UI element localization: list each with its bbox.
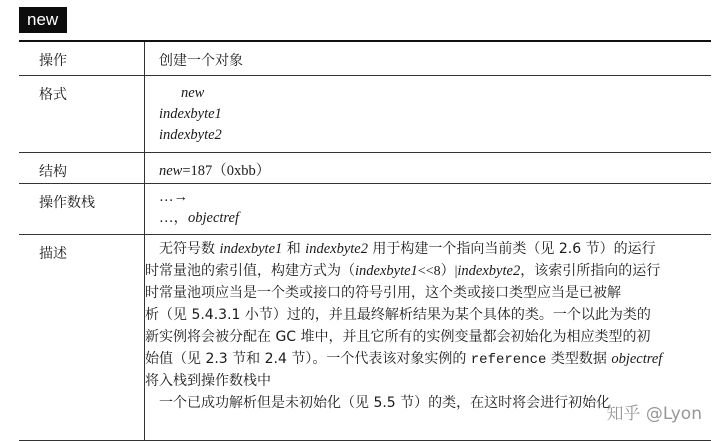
structure-value: [145, 153, 711, 183]
row-format: [19, 76, 711, 153]
stack-after-objectref: objectref: [188, 210, 239, 226]
stack-before: …→: [159, 189, 188, 205]
instruction-title: new: [19, 7, 67, 33]
description-label: 描述: [19, 235, 145, 440]
watermark: 知乎 @Lyon: [606, 404, 702, 424]
row-structure: [19, 153, 711, 184]
instruction-spec-table: [19, 40, 711, 441]
description-line-7: 将入栈到操作数栈中: [145, 373, 271, 389]
operand-stack-label: 操作数栈: [19, 184, 145, 234]
format-opcode: new: [181, 85, 205, 101]
description-line-3: 时常量池项应当是一个类或接口的符号引用，这个类或接口类型应当是已被解: [145, 285, 621, 301]
operation-label: 操作: [19, 42, 145, 75]
operand-stack-value: [145, 184, 711, 234]
stack-after-prefix: …，: [159, 210, 188, 226]
structure-opcode-value: =187（0xbb）: [182, 163, 271, 179]
row-operation: [19, 42, 711, 76]
format-operand-2: indexbyte2: [159, 127, 222, 143]
description-line-5: 新实例将会被分配在 GC 堆中，并且它所有的实例变量都会初始化为相应类型的初: [145, 329, 651, 345]
row-operand-stack: [19, 184, 711, 235]
structure-opcode-name: new: [159, 163, 183, 179]
description-line-6: 始值（见 2.3 节和 2.4 节）。一个代表该对象实例的 reference 类型数据 objectref: [145, 351, 663, 368]
description-line-2: 时常量池的索引值，构建方式为（indexbyte1<<8）|indexbyte2，该索引所指向的运行: [145, 263, 661, 279]
description-line-1: 无符号数 indexbyte1 和 indexbyte2 用于构建一个指向当前类（见 2.6 节）的运行: [159, 241, 656, 257]
format-label: 格式: [19, 76, 145, 152]
format-operand-1: indexbyte1: [159, 106, 222, 122]
description-line-4: 析（见 5.4.3.1 小节）过的，并且最终解析结果为某个具体的类。一个以此为类的: [145, 307, 651, 323]
operation-value: 创建一个对象: [159, 53, 243, 69]
format-value: [145, 76, 711, 152]
description-line-8: 一个已成功解析但是未初始化（见 5.5 节）的类，在这时将会进行初始化: [159, 395, 611, 411]
structure-label: 结构: [19, 153, 145, 183]
